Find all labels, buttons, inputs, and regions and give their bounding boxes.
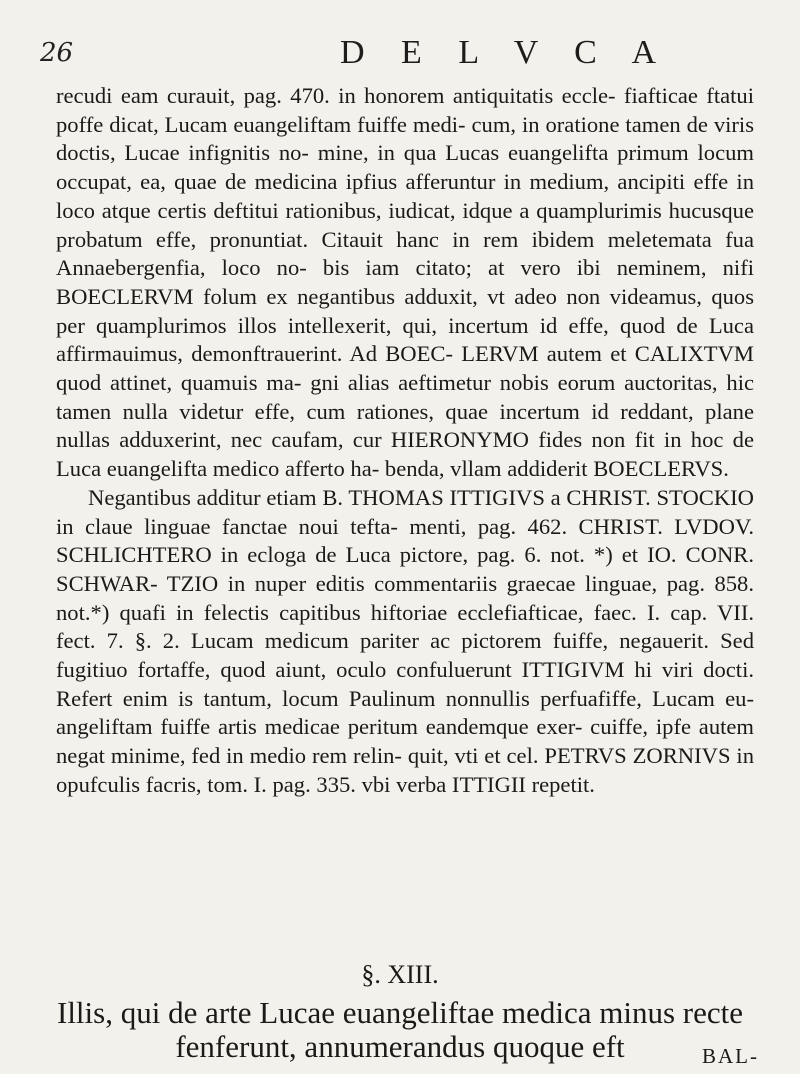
section-mark: §. XIII. [361,960,439,989]
body-text [56,82,754,800]
page-number: 26 [40,38,74,68]
running-head: D E L V C A [340,34,671,71]
catchword: BAL- [702,1044,759,1068]
page-header [0,34,800,74]
paragraph-1: recudi eam curauit, pag. 470. in honorem antiquitatis eccle- fiafticae ftatui poffe dicat, Lucam euangeliftam fuiffe medi- cum, in oratione tamen de viris doctis, Lucae infignitis no- mine, in qua Lucas euangelifta primum locum occupat, ea, quae de medicina ipfius afferuntur in medium, ancipiti effe in loco atque certis deftitui rationibus, iudicat, idque a quamplurimis hucusque probatum effe, pronuntiat. Citauit hanc in rem ibidem meletemata fua Annaebergenfia, loco no- bis iam citato; at vero ibi neminem, nifi BOECLERVM folum ex negantibus adduxit, vt adeo non videamus, quos per quamplurimos illos intellexerit, qui, incertum id effe, quod de Luca affirmauimus, demonftrauerint. Ad BOEC- LERVM autem et CALIXTVM quod attinet, quamuis ma- gni alias aeftimetur nobis eorum auctoritas, hic tamen nulla videtur effe, cum rationes, quae incertum id reddant, plane nullas adduxerint, nec caufam, cur HIERONYMO fides non fit in hoc de Luca euangelifta medico afferto ha- benda, vllam addiderit BOECLERVS. [56,83,754,482]
section-heading: Illis, qui de arte Lucae euangeliftae medica minus recte fenferunt, annumerandus quoque eft [57,995,743,1064]
paragraph-2: Negantibus additur etiam B. THOMAS ITTIGIVS a CHRIST. STOCKIO in claue linguae fanctae noui tefta- menti, pag. 462. CHRIST. LVDOV. SCHLICHTERO in ecloga de Luca pictore, pag. 6. not. *) et IO. CONR. SCHWAR- TZIO in nuper editis commentariis graecae linguae, pag. 858. not.*) quafi in felectis capitibus hiftoriae ecclefiafticae, faec. I. cap. VII. fect. 7. §. 2. Lucam medicum pariter ac pictorem fuiffe, negauerit. Sed fugitiuo fortaffe, quod aiunt, oculo confuluerunt ITTIGIVM hi viri docti. Refert enim is tantum, locum Paulinum nonnullis perfuafiffe, Lucam eu- angeliftam fuiffe artis medicae peritum eandemque exer- cuiffe, ipfe autem negat minime, fed in medio rem relin- quit, vti et cel. PETRVS ZORNIVS in opufculis facris, tom. I. pag. 335. vbi verba ITTIGII repetit. [56,484,754,797]
